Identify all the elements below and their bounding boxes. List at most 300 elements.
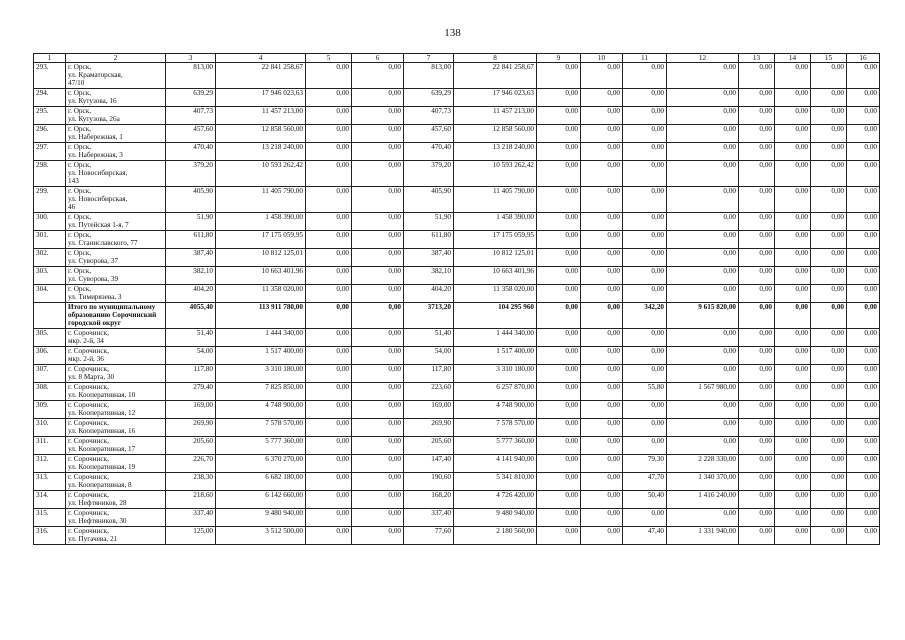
address-line: ул. 8 Марта, 30: [68, 373, 115, 381]
address-line: г. Сорочинск,: [68, 347, 109, 355]
column-number-row: [34, 54, 880, 63]
value-cell: 6 257 870,00: [454, 383, 537, 401]
column-number: 14: [775, 54, 811, 63]
value-cell: 382,10: [404, 267, 454, 285]
value-cell: 0,00: [623, 231, 667, 249]
value-cell: 0,00: [537, 509, 581, 527]
value-cell: 0,00: [352, 383, 404, 401]
value-cell: 0,00: [581, 267, 623, 285]
value-cell: 17 175 059,95: [454, 231, 537, 249]
address-line: г. Сорочинск,: [68, 419, 109, 427]
value-cell: 17 946 023,63: [216, 89, 306, 107]
value-cell: 0,00: [581, 365, 623, 383]
column-number: 16: [847, 54, 880, 63]
value-cell: 0,00: [352, 187, 404, 213]
address-cell: [66, 383, 166, 401]
row-number: 303.: [34, 267, 66, 285]
value-cell: 0,00: [667, 419, 739, 437]
address-line: ул. Нефтяников, 30: [68, 517, 127, 525]
value-cell: 205,60: [404, 437, 454, 455]
total-row: [34, 303, 880, 329]
value-cell: 379,20: [404, 161, 454, 187]
value-cell: 0,00: [739, 365, 775, 383]
value-cell: 0,00: [811, 187, 847, 213]
value-cell: 4 141 940,00: [454, 455, 537, 473]
table-row: [34, 419, 880, 437]
table-row: [34, 365, 880, 383]
value-cell: 0,00: [581, 527, 623, 545]
address-line: 46: [68, 203, 76, 211]
value-cell: 51,40: [404, 329, 454, 347]
value-cell: 0,00: [847, 455, 880, 473]
value-cell: 0,00: [775, 161, 811, 187]
address-line: г. Орск,: [68, 187, 91, 195]
address-line: ул. Новосибирская,: [68, 195, 128, 203]
value-cell: 0,00: [775, 107, 811, 125]
value-cell: 10 593 262,42: [216, 161, 306, 187]
address-line: образованию Сорочинский: [68, 311, 157, 319]
value-cell: 1 458 390,00: [454, 213, 537, 231]
value-cell: 0,00: [537, 347, 581, 365]
value-cell: 0,00: [352, 329, 404, 347]
value-cell: 54,00: [166, 347, 216, 365]
table-row: [34, 161, 880, 187]
value-cell: 0,00: [811, 383, 847, 401]
value-cell: 0,00: [537, 187, 581, 213]
value-cell: 3 310 180,00: [216, 365, 306, 383]
value-cell: 0,00: [811, 107, 847, 125]
row-number: 298.: [34, 161, 66, 187]
value-cell: 470,40: [166, 143, 216, 161]
value-cell: 0,00: [306, 365, 352, 383]
value-cell: 0,00: [537, 213, 581, 231]
value-cell: 407,73: [166, 107, 216, 125]
value-cell: 0,00: [352, 143, 404, 161]
value-cell: 0,00: [306, 473, 352, 491]
address-line: ул. Кутузова, 26а: [68, 115, 120, 123]
value-cell: 337,40: [166, 509, 216, 527]
value-cell: 1 517 400,00: [454, 347, 537, 365]
column-number: 7: [404, 54, 454, 63]
value-cell: 387,40: [166, 249, 216, 267]
value-cell: 0,00: [581, 161, 623, 187]
table-row: [34, 187, 880, 213]
value-cell: 0,00: [847, 285, 880, 303]
value-cell: 5 777 360,00: [454, 437, 537, 455]
table-row: [34, 249, 880, 267]
value-cell: 0,00: [623, 347, 667, 365]
value-cell: 0,00: [306, 455, 352, 473]
value-cell: 407,73: [404, 107, 454, 125]
value-cell: 0,00: [775, 285, 811, 303]
value-cell: 3 310 180,00: [454, 365, 537, 383]
table-row: [34, 347, 880, 365]
value-cell: 13 218 240,00: [216, 143, 306, 161]
value-cell: 10 812 125,01: [216, 249, 306, 267]
table-row: [34, 491, 880, 509]
value-cell: 0,00: [775, 527, 811, 545]
value-cell: 55,80: [623, 383, 667, 401]
row-number: 300.: [34, 213, 66, 231]
table-row: [34, 455, 880, 473]
address-line: ул. Кооперативная, 19: [68, 463, 136, 471]
value-cell: 0,00: [775, 491, 811, 509]
value-cell: 0,00: [775, 329, 811, 347]
value-cell: 0,00: [775, 437, 811, 455]
value-cell: 0,00: [811, 143, 847, 161]
value-cell: 0,00: [739, 161, 775, 187]
value-cell: 0,00: [847, 231, 880, 249]
value-cell: 22 841 258,67: [454, 63, 537, 89]
value-cell: 190,60: [404, 473, 454, 491]
value-cell: 0,00: [847, 329, 880, 347]
value-cell: 11 457 213,00: [216, 107, 306, 125]
value-cell: 0,00: [537, 329, 581, 347]
value-cell: 0,00: [306, 267, 352, 285]
address-cell: [66, 473, 166, 491]
value-cell: 10 812 125,01: [454, 249, 537, 267]
address-line: 143: [68, 177, 79, 185]
value-cell: 0,00: [537, 365, 581, 383]
value-cell: 0,00: [667, 63, 739, 89]
value-cell: 4 726 420,00: [454, 491, 537, 509]
value-cell: 0,00: [352, 63, 404, 89]
value-cell: 0,00: [811, 365, 847, 383]
value-cell: 9 615 820,00: [667, 303, 739, 329]
address-cell: [66, 509, 166, 527]
value-cell: 0,00: [739, 329, 775, 347]
address-cell: [66, 89, 166, 107]
value-cell: 0,00: [581, 509, 623, 527]
column-number: 13: [739, 54, 775, 63]
address-line: г. Сорочинск,: [68, 401, 109, 409]
value-cell: 0,00: [581, 89, 623, 107]
value-cell: 4055,40: [166, 303, 216, 329]
address-line: г. Орск,: [68, 213, 91, 221]
value-cell: 0,00: [537, 267, 581, 285]
total-label: [66, 303, 166, 329]
column-number: 8: [454, 54, 537, 63]
table-row: [34, 401, 880, 419]
value-cell: 0,00: [581, 107, 623, 125]
value-cell: 0,00: [739, 347, 775, 365]
value-cell: 47,70: [623, 473, 667, 491]
value-cell: 0,00: [623, 143, 667, 161]
address-line: мкр. 2-й, 36: [68, 355, 104, 363]
value-cell: 0,00: [623, 419, 667, 437]
value-cell: 0,00: [352, 107, 404, 125]
value-cell: 10 663 401,96: [454, 267, 537, 285]
value-cell: 12 858 560,00: [216, 125, 306, 143]
value-cell: 0,00: [847, 419, 880, 437]
value-cell: 169,00: [166, 401, 216, 419]
value-cell: 9 480 940,00: [216, 509, 306, 527]
value-cell: 0,00: [352, 231, 404, 249]
address-cell: [66, 213, 166, 231]
value-cell: 50,40: [623, 491, 667, 509]
address-line: г. Орск,: [68, 143, 91, 151]
value-cell: 0,00: [775, 63, 811, 89]
value-cell: 0,00: [811, 437, 847, 455]
table-row: [34, 231, 880, 249]
address-cell: [66, 187, 166, 213]
value-cell: 0,00: [739, 187, 775, 213]
value-cell: 0,00: [352, 365, 404, 383]
value-cell: 382,10: [166, 267, 216, 285]
value-cell: 0,00: [775, 383, 811, 401]
value-cell: 0,00: [623, 267, 667, 285]
value-cell: 11 457 213,00: [454, 107, 537, 125]
value-cell: 0,00: [667, 107, 739, 125]
value-cell: 7 578 570,00: [216, 419, 306, 437]
value-cell: 0,00: [581, 303, 623, 329]
address-cell: [66, 347, 166, 365]
value-cell: 0,00: [581, 125, 623, 143]
row-number: 305.: [34, 329, 66, 347]
column-number: 15: [811, 54, 847, 63]
value-cell: 0,00: [775, 419, 811, 437]
value-cell: 5 341 810,00: [454, 473, 537, 491]
value-cell: 0,00: [352, 509, 404, 527]
value-cell: 457,60: [166, 125, 216, 143]
table-row: [34, 107, 880, 125]
value-cell: 226,70: [166, 455, 216, 473]
address-line: ул. Кооперативная, 17: [68, 445, 136, 453]
value-cell: 0,00: [811, 401, 847, 419]
value-cell: 0,00: [352, 161, 404, 187]
value-cell: 0,00: [667, 437, 739, 455]
row-number: 293.: [34, 63, 66, 89]
value-cell: 0,00: [847, 365, 880, 383]
value-cell: 0,00: [847, 347, 880, 365]
value-cell: 0,00: [581, 401, 623, 419]
value-cell: 639,29: [404, 89, 454, 107]
address-line: ул. Тимирязева, 3: [68, 293, 122, 301]
row-number: 309.: [34, 401, 66, 419]
value-cell: 269,90: [166, 419, 216, 437]
value-cell: 0,00: [581, 383, 623, 401]
value-cell: 0,00: [581, 473, 623, 491]
value-cell: 0,00: [352, 303, 404, 329]
value-cell: 0,00: [537, 249, 581, 267]
address-line: г. Сорочинск,: [68, 455, 109, 463]
value-cell: 0,00: [739, 249, 775, 267]
value-cell: 0,00: [537, 473, 581, 491]
value-cell: 387,40: [404, 249, 454, 267]
value-cell: 0,00: [306, 125, 352, 143]
address-cell: [66, 107, 166, 125]
address-cell: [66, 329, 166, 347]
address-cell: [66, 231, 166, 249]
value-cell: 0,00: [623, 161, 667, 187]
value-cell: 11 405 790,00: [216, 187, 306, 213]
value-cell: 0,00: [775, 473, 811, 491]
column-number: 6: [352, 54, 404, 63]
value-cell: 0,00: [811, 249, 847, 267]
address-cell: [66, 249, 166, 267]
address-line: ул. Набережная, 1: [68, 133, 123, 141]
value-cell: 0,00: [623, 107, 667, 125]
value-cell: 6 682 180,00: [216, 473, 306, 491]
value-cell: 0,00: [811, 347, 847, 365]
table-row: [34, 267, 880, 285]
table-row: [34, 125, 880, 143]
value-cell: 12 858 560,00: [454, 125, 537, 143]
value-cell: 0,00: [667, 401, 739, 419]
value-cell: 0,00: [811, 63, 847, 89]
column-number: 11: [623, 54, 667, 63]
value-cell: 0,00: [739, 455, 775, 473]
value-cell: 1 331 940,00: [667, 527, 739, 545]
value-cell: 0,00: [811, 213, 847, 231]
address-line: городской округ: [68, 319, 121, 327]
value-cell: 0,00: [811, 491, 847, 509]
value-cell: 0,00: [739, 213, 775, 231]
value-cell: 0,00: [775, 231, 811, 249]
value-cell: 51,40: [166, 329, 216, 347]
value-cell: 0,00: [537, 437, 581, 455]
column-number: 4: [216, 54, 306, 63]
value-cell: 0,00: [667, 267, 739, 285]
value-cell: 1 444 340,00: [454, 329, 537, 347]
value-cell: 1 416 240,00: [667, 491, 739, 509]
value-cell: 404,20: [404, 285, 454, 303]
value-cell: 77,60: [404, 527, 454, 545]
value-cell: 117,80: [166, 365, 216, 383]
value-cell: 0,00: [739, 527, 775, 545]
value-cell: 0,00: [352, 89, 404, 107]
table-row: [34, 473, 880, 491]
value-cell: 169,00: [404, 401, 454, 419]
value-cell: 0,00: [306, 303, 352, 329]
value-cell: 0,00: [623, 401, 667, 419]
value-cell: 0,00: [306, 89, 352, 107]
value-cell: 125,00: [166, 527, 216, 545]
value-cell: 0,00: [739, 107, 775, 125]
value-cell: 0,00: [581, 213, 623, 231]
value-cell: 10 663 401,96: [216, 267, 306, 285]
value-cell: 0,00: [739, 285, 775, 303]
value-cell: 0,00: [581, 455, 623, 473]
value-cell: 0,00: [537, 143, 581, 161]
row-number: 310.: [34, 419, 66, 437]
column-number: 9: [537, 54, 581, 63]
address-cell: [66, 267, 166, 285]
value-cell: 0,00: [811, 473, 847, 491]
address-line: ул. Краматорская,: [68, 71, 123, 79]
value-cell: 1 567 980,00: [667, 383, 739, 401]
value-cell: 0,00: [739, 473, 775, 491]
value-cell: 0,00: [306, 383, 352, 401]
value-cell: 0,00: [847, 249, 880, 267]
value-cell: 0,00: [352, 491, 404, 509]
address-line: г. Сорочинск,: [68, 329, 109, 337]
value-cell: 405,90: [404, 187, 454, 213]
value-cell: 0,00: [847, 473, 880, 491]
value-cell: 0,00: [352, 125, 404, 143]
value-cell: 0,00: [811, 329, 847, 347]
value-cell: 337,40: [404, 509, 454, 527]
value-cell: 0,00: [847, 527, 880, 545]
value-cell: 0,00: [537, 419, 581, 437]
value-cell: 639,29: [166, 89, 216, 107]
value-cell: 11 358 020,00: [216, 285, 306, 303]
value-cell: 113 911 780,00: [216, 303, 306, 329]
value-cell: 457,60: [404, 125, 454, 143]
value-cell: 0,00: [306, 527, 352, 545]
address-line: г. Сорочинск,: [68, 509, 109, 517]
address-line: г. Орск,: [68, 231, 91, 239]
value-cell: 0,00: [352, 249, 404, 267]
value-cell: 0,00: [352, 527, 404, 545]
address-line: г. Сорочинск,: [68, 491, 109, 499]
value-cell: 0,00: [739, 509, 775, 527]
value-cell: 0,00: [739, 63, 775, 89]
value-cell: 0,00: [306, 509, 352, 527]
value-cell: 0,00: [537, 527, 581, 545]
value-cell: 0,00: [811, 419, 847, 437]
value-cell: 611,80: [166, 231, 216, 249]
value-cell: 0,00: [352, 473, 404, 491]
value-cell: 0,00: [537, 125, 581, 143]
value-cell: 0,00: [537, 231, 581, 249]
value-cell: 0,00: [667, 161, 739, 187]
value-cell: 22 841 258,67: [216, 63, 306, 89]
value-cell: 0,00: [581, 63, 623, 89]
address-cell: [66, 491, 166, 509]
value-cell: 0,00: [739, 303, 775, 329]
value-cell: 147,40: [404, 455, 454, 473]
value-cell: 9 480 940,00: [454, 509, 537, 527]
table-row: [34, 437, 880, 455]
value-cell: 0,00: [623, 365, 667, 383]
row-number: 311.: [34, 437, 66, 455]
value-cell: 0,00: [739, 401, 775, 419]
value-cell: 0,00: [581, 491, 623, 509]
row-number: 299.: [34, 187, 66, 213]
value-cell: 0,00: [847, 107, 880, 125]
value-cell: 0,00: [811, 527, 847, 545]
address-cell: [66, 125, 166, 143]
row-number: 315.: [34, 509, 66, 527]
value-cell: 0,00: [739, 491, 775, 509]
value-cell: 0,00: [306, 329, 352, 347]
row-number: 306.: [34, 347, 66, 365]
value-cell: 0,00: [623, 329, 667, 347]
value-cell: 0,00: [352, 419, 404, 437]
value-cell: 0,00: [775, 365, 811, 383]
value-cell: 0,00: [306, 285, 352, 303]
row-number: 308.: [34, 383, 66, 401]
row-number: 312.: [34, 455, 66, 473]
address-line: г. Орск,: [68, 125, 91, 133]
value-cell: 11 358 020,00: [454, 285, 537, 303]
value-cell: 0,00: [811, 161, 847, 187]
value-cell: 1 517 400,00: [216, 347, 306, 365]
row-number: 294.: [34, 89, 66, 107]
value-cell: 0,00: [581, 231, 623, 249]
table-row: [34, 383, 880, 401]
value-cell: 0,00: [623, 213, 667, 231]
value-cell: 0,00: [847, 125, 880, 143]
value-cell: 0,00: [847, 63, 880, 89]
value-cell: 0,00: [775, 249, 811, 267]
value-cell: 0,00: [581, 187, 623, 213]
value-cell: 0,00: [847, 437, 880, 455]
value-cell: 0,00: [581, 143, 623, 161]
value-cell: 0,00: [739, 89, 775, 107]
address-cell: [66, 527, 166, 545]
